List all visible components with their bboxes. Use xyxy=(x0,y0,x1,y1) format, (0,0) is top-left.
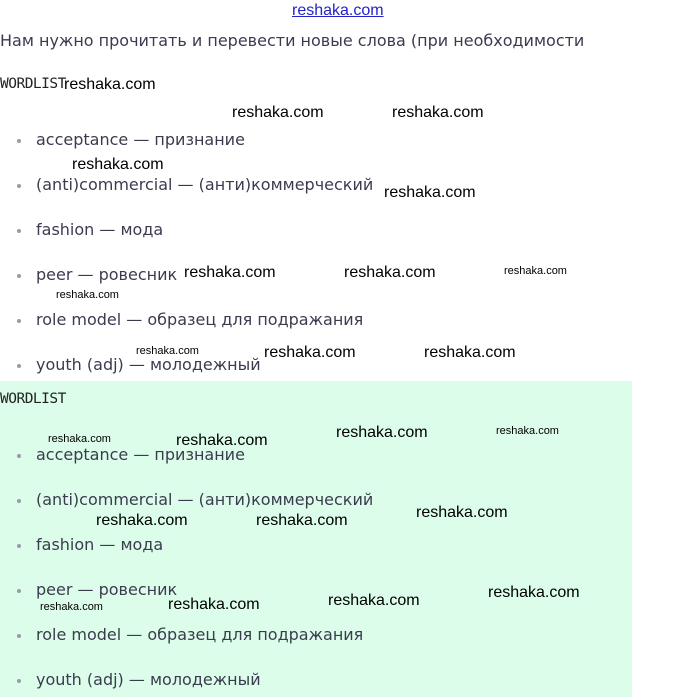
watermark: reshaka.com xyxy=(168,596,260,613)
watermark: reshaka.com xyxy=(256,512,348,529)
watermark: reshaka.com xyxy=(176,432,268,449)
watermark: reshaka.com xyxy=(328,592,420,609)
watermark: reshaka.com xyxy=(48,433,111,445)
bullet-icon xyxy=(17,139,21,143)
bullet-icon xyxy=(17,499,21,503)
watermark: reshaka.com xyxy=(232,104,324,121)
watermark: reshaka.com xyxy=(424,344,516,361)
section-title-1: WORDLIST xyxy=(0,76,66,92)
bullet-icon xyxy=(17,589,21,593)
watermark: reshaka.com xyxy=(392,104,484,121)
bullet-icon xyxy=(17,274,21,278)
bullet-icon xyxy=(17,364,21,368)
watermark: reshaka.com xyxy=(96,512,188,529)
bullet-icon xyxy=(17,454,21,458)
watermark: reshaka.com xyxy=(184,264,276,281)
bullet-icon xyxy=(17,229,21,233)
watermark: reshaka.com xyxy=(40,601,103,613)
section-title-2: WORDLIST xyxy=(0,391,66,407)
watermark: reshaka.com xyxy=(72,156,164,173)
watermark: reshaka.com xyxy=(416,504,508,521)
watermark: reshaka.com xyxy=(336,424,428,441)
watermark: reshaka.com xyxy=(64,76,156,93)
watermark: reshaka.com xyxy=(488,584,580,601)
bullet-icon xyxy=(17,679,21,683)
watermark: reshaka.com xyxy=(264,344,356,361)
watermark: reshaka.com xyxy=(384,184,476,201)
bullet-icon xyxy=(17,319,21,323)
site-link[interactable]: reshaka.com xyxy=(292,2,384,19)
watermark: reshaka.com xyxy=(504,265,567,277)
watermark: reshaka.com xyxy=(496,425,559,437)
watermark: reshaka.com xyxy=(56,289,119,301)
intro-text: Нам нужно прочитать и перевести новые слова (при необходимости xyxy=(0,31,585,50)
bullet-icon xyxy=(17,544,21,548)
watermark: reshaka.com xyxy=(344,264,436,281)
bullet-icon xyxy=(17,634,21,638)
watermark: reshaka.com xyxy=(136,345,199,357)
bullet-icon xyxy=(17,184,21,188)
